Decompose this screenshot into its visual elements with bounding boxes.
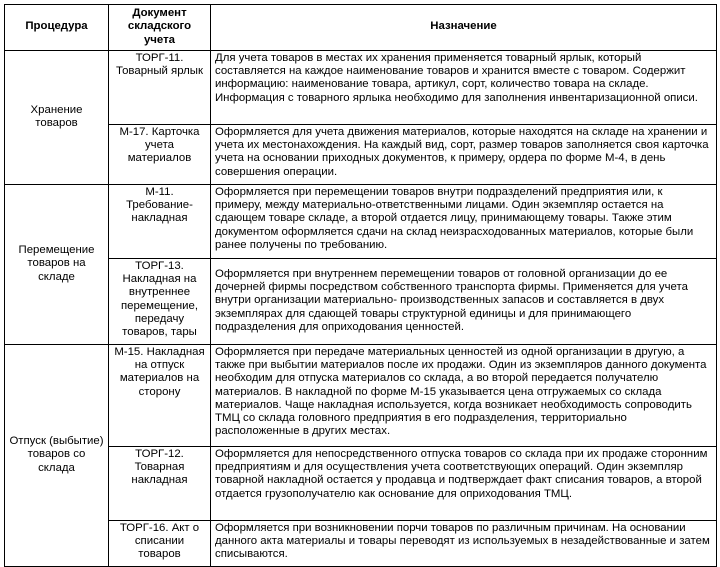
procedure-cell-release: Отпуск (выбытие) товаров со склада <box>5 345 109 567</box>
purpose-cell: Оформляется при перемещении товаров внутри подразделений предприятия или, к примеру, между материально-ответственными лицами. Один экземпляр остается на сдающем товаре складе, а второй отдается лицу, принимающему товары. Также этим документом оформляется сдачи на склад неизрасходованных материалов, которые были ранее получены по требованию. <box>211 185 717 259</box>
table-row <box>5 51 717 125</box>
purpose-cell: Для учета товаров в местах их хранения применяется товарный ярлык, который составляется на каждое наименование товаров и хранится вместе с товаром. Содержит информацию: наименование товара, артикул, сорт, количество товара на складе. Информация с товарного ярлыка необходимо для заполнения инвентаризационной описи. <box>211 51 717 125</box>
document-cell: ТОРГ-13. Накладная на внутреннее перемещение, передачу товаров, тары <box>109 259 211 345</box>
document-cell: М-17. Карточка учета материалов <box>109 125 211 185</box>
table-row <box>5 259 717 345</box>
table-row <box>5 521 717 567</box>
document-cell: М-11. Требование-накладная <box>109 185 211 259</box>
purpose-cell: Оформляется для учета движения материалов, которые находятся на складе на хранении и учета их местонахождения. На каждый вид, сорт, размер товаров заполняется своя карточка учета на основании приходных документов, к примеру, ордера по форме М-4, в день совершения операции. <box>211 125 717 185</box>
table-row <box>5 345 717 447</box>
table-row <box>5 125 717 185</box>
document-cell: М-15. Накладная на отпуск материалов на сторону <box>109 345 211 447</box>
procedure-cell-storage: Хранение товаров <box>5 51 109 185</box>
table-row <box>5 185 717 259</box>
purpose-cell: Оформляется при передаче материальных ценностей из одной организации в другую, а также при выбытии материалов после их продажи. Один из экземпляров данного документа необходим для отпуска материалов со склада, а во второй передается получателю материалов. В накладной по форме М-15 указывается цена отгружаемых со склада материалов. Чаще накладная используется, когда возникает необходимость сопроводить ТМЦ со склада головного предприятия в его подразделения, территориально расположенные в других местах. <box>211 345 717 447</box>
warehouse-documents-table <box>4 4 717 567</box>
table-row <box>5 447 717 521</box>
document-cell: ТОРГ-11. Товарный ярлык <box>109 51 211 125</box>
header-document: Документ складского учета <box>109 5 211 51</box>
purpose-cell: Оформляется для непосредственного отпуска товаров со склада при их продаже сторонним предприятиям и для осуществления учета соответствующих операций. Один экземпляр товарной накладной остается у продавца и подтверждает факт списания товаров, а второй отдается грузополучателю как основание для оприходования ТМЦ. <box>211 447 717 521</box>
header-purpose: Назначение <box>211 5 717 51</box>
header-procedure: Процедура <box>5 5 109 51</box>
document-cell: ТОРГ-16. Акт о списании товаров <box>109 521 211 567</box>
purpose-cell: Оформляется при возникновении порчи товаров по различным причинам. На основании данного акта материалы и товары переводят из используемых в незадействованные и затем списываются. <box>211 521 717 567</box>
header-row <box>5 5 717 51</box>
procedure-cell-movement: Перемещение товаров на складе <box>5 185 109 345</box>
document-cell: ТОРГ-12. Товарная накладная <box>109 447 211 521</box>
purpose-cell: Оформляется при внутреннем перемещении товаров от головной организации до ее дочерней фирмы посредством собственного транспорта фирмы. Применяется для учета внутри организации материально- производственных запасов и составляется в двух экземплярах для сдающей товары структурной единицы и для принимающего подразделения для оприходования ценностей. <box>211 259 717 345</box>
